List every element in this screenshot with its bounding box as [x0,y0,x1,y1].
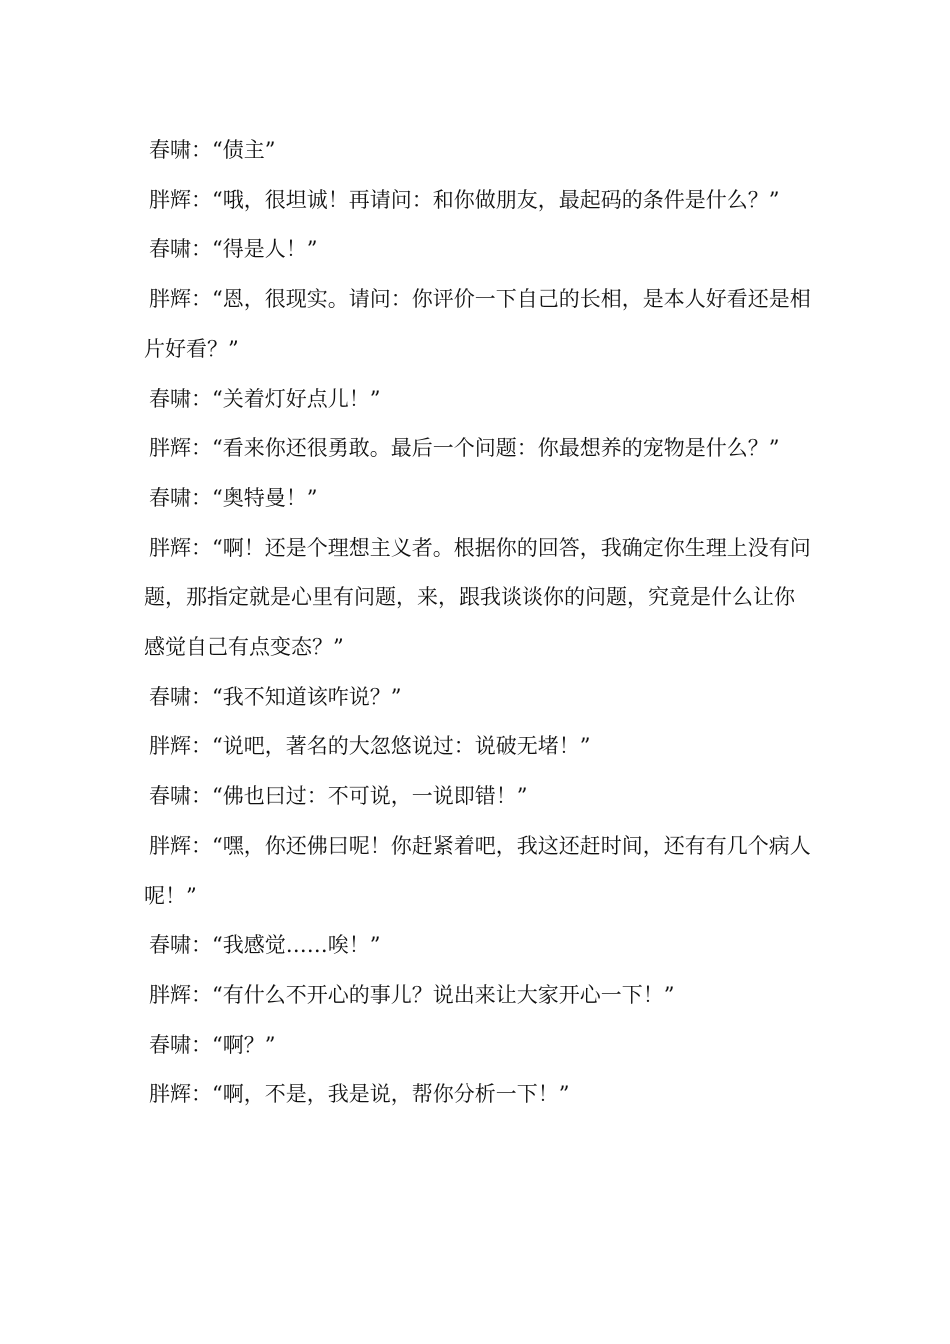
dialogue-line: 胖辉：“看来你还很勇敢。最后一个问题：你最想养的宠物是什么？” [149,436,780,461]
dialogue-line: 胖辉：“恩，很现实。请问：你评价一下自己的长相，是本人好看还是相片好看？” [144,287,811,361]
dialogue-line: 春啸：“啊？” [149,1032,276,1057]
dialogue-line: 春啸：“得是人！” [149,237,318,262]
dialogue-line: 胖辉：“啊！还是个理想主义者。根据你的回答，我确定你生理上没有问题，那指定就是心里有问题，来，跟我谈谈你的问题，究竟是什么让你感觉自己有点变态？” [144,535,811,660]
dialogue-line: 胖辉：“哦，很坦诚！再请问：和你做朋友，最起码的条件是什么？” [149,187,780,212]
dialogue-line: 春啸：“佛也曰过：不可说，一说即错！” [149,784,528,809]
dialogue-line: 胖辉：“啊，不是，我是说，帮你分析一下！” [149,1082,570,1107]
dialogue-line: 春啸：“奥特曼！” [149,485,318,510]
dialogue-line: 春啸：“我感觉……唉！” [149,933,381,958]
dialogue-line: 胖辉：“嘿，你还佛曰呢！你赶紧着吧，我这还赶时间，还有有几个病人呢！” [144,833,811,908]
dialogue-line: 春啸：“债主” [149,138,276,162]
dialogue-line: 胖辉：“说吧，著名的大忽悠说过：说破无堵！” [149,734,591,759]
dialogue-line: 春啸：“关着灯好点儿！” [149,386,381,411]
dialogue-body [144,126,814,1120]
dialogue-line: 胖辉：“有什么不开心的事儿？说出来让大家开心一下！” [149,982,675,1007]
dialogue-line: 春啸：“我不知道该咋说？” [149,684,402,709]
